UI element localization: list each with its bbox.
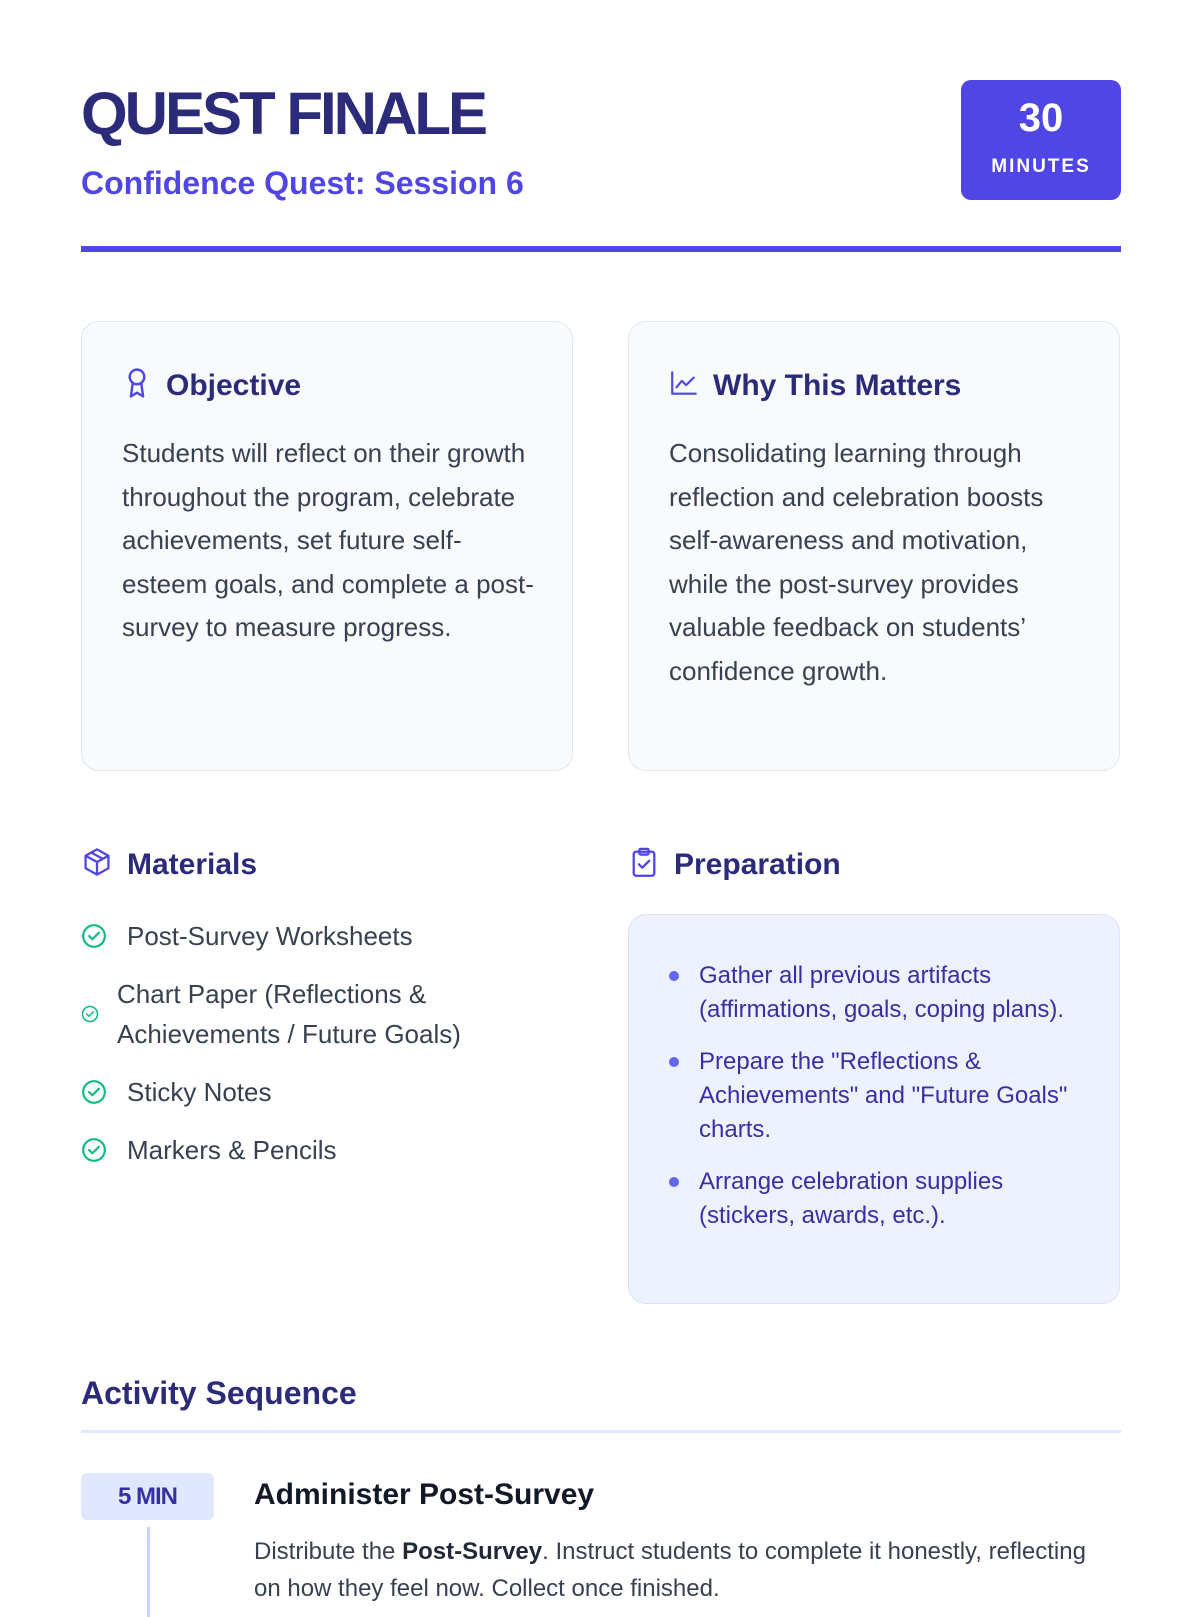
material-label: Sticky Notes xyxy=(127,1077,272,1107)
activity-sequence-title: Activity Sequence xyxy=(81,1375,357,1411)
material-label: Post-Survey Worksheets xyxy=(127,921,413,951)
objective-title: Objective xyxy=(166,368,302,402)
why-body: Consolidating learning through reflection and celebration boosts self-awareness and motivation, while the post-survey provides valuable feedback on students’ confidence growth. xyxy=(669,438,1044,686)
preparation-box xyxy=(628,914,1120,1304)
step-title: Administer Post-Survey xyxy=(254,1478,595,1511)
step-time-badge: 5 MIN xyxy=(81,1473,214,1520)
duration-unit: MINUTES xyxy=(991,156,1091,177)
list-item xyxy=(669,959,1079,1027)
materials-header xyxy=(81,845,257,884)
objective-header xyxy=(122,366,301,405)
check-circle-icon xyxy=(81,1005,99,1023)
page-subtitle: Confidence Quest: Session 6 xyxy=(81,165,524,201)
objective-card xyxy=(81,321,573,771)
check-circle-icon xyxy=(81,1079,107,1105)
step-description xyxy=(254,1533,1114,1607)
header-divider xyxy=(81,246,1121,252)
bullet-icon xyxy=(669,971,679,981)
why-card xyxy=(628,321,1120,771)
header xyxy=(81,80,1121,250)
preparation-header xyxy=(628,845,841,884)
duration-badge xyxy=(961,80,1121,200)
prep-label: Prepare the "Reflections & Achievements" and "Future Goals" charts. xyxy=(699,1048,1068,1143)
list-item xyxy=(81,1130,561,1170)
objective-body: Students will reflect on their growth throughout the program, celebrate achievements, set future self-esteem goals, and complete a post-survey to measure progress. xyxy=(122,438,534,642)
list-item xyxy=(669,1045,1079,1147)
materials-title: Materials xyxy=(127,847,258,881)
award-icon xyxy=(122,366,152,405)
prep-label: Arrange celebration supplies (stickers, awards, etc.). xyxy=(699,1168,1004,1229)
list-item xyxy=(81,916,561,956)
package-icon xyxy=(81,845,113,884)
preparation-list xyxy=(669,959,1079,1251)
materials-list xyxy=(81,916,561,1188)
bullet-icon xyxy=(669,1177,679,1187)
list-item xyxy=(81,1072,561,1112)
material-label: Markers & Pencils xyxy=(127,1135,337,1165)
step-desc-after: . Instruct students to complete it honestly, reflecting on how they feel now. Collect once finished. xyxy=(254,1538,1086,1602)
preparation-title: Preparation xyxy=(674,847,841,881)
prep-label: Gather all previous artifacts (affirmations, goals, coping plans). xyxy=(699,962,1065,1023)
step-desc-before: Distribute the xyxy=(254,1538,403,1565)
step-desc-bold: Post-Survey xyxy=(402,1538,543,1565)
list-item xyxy=(669,1165,1079,1233)
clipboard-check-icon xyxy=(628,845,660,884)
duration-value: 30 xyxy=(1018,96,1064,140)
material-label: Chart Paper (Reflections & Achievements / Future Goals) xyxy=(117,979,461,1049)
activity-sequence-divider xyxy=(81,1430,1121,1433)
check-circle-icon xyxy=(81,923,107,949)
why-title: Why This Matters xyxy=(713,368,962,402)
why-header xyxy=(669,366,961,405)
timeline-line xyxy=(147,1527,150,1617)
page-title: QUEST FINALE xyxy=(81,80,486,147)
bullet-icon xyxy=(669,1057,679,1067)
chart-line-icon xyxy=(669,366,699,405)
check-circle-icon xyxy=(81,1137,107,1163)
list-item xyxy=(81,974,561,1054)
